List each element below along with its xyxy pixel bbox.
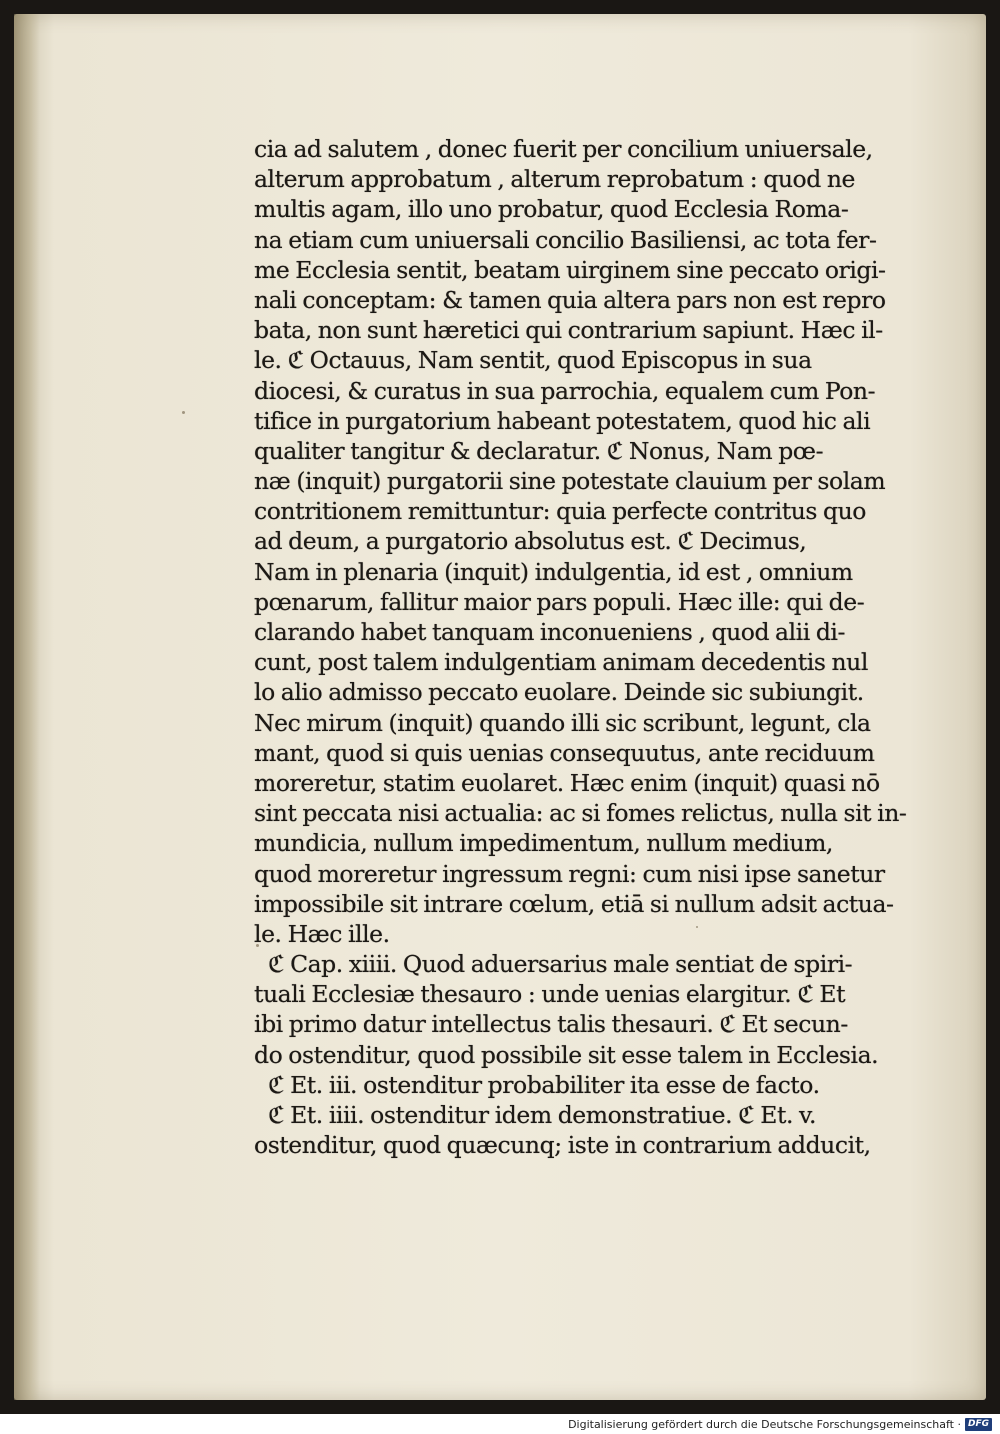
text-line: impossibile sit intrare cœlum, etiā si nullum adsit actua- [254,889,894,918]
chapter-heading-line: ℭ Cap. xiiii. Quod aduersarius male sentiat de spiri- [268,950,853,979]
text-line: mant, quod si quis uenias consequutus, ante reciduum [254,738,875,767]
text-line: Nam in plenaria (inquit) indulgentia, id est , omnium [254,557,853,586]
text-line: do ostenditur, quod possibile sit esse talem in Ecclesia. [254,1040,879,1069]
text-line: ibi primo datur intellectus talis thesauri. ℭ Et secun- [254,1010,848,1039]
text-line: mundicia, nullum impedimentum, nullum medium, [254,829,833,858]
dfg-logo: DFG [965,1418,992,1431]
text-line: quod moreretur ingressum regni: cum nisi ipse sanetur [254,859,885,888]
text-line: næ (inquit) purgatorii sine potestate clauium per solam [254,467,886,496]
text-line: tifice in purgatorium habeant potestatem, quod hic ali [254,406,871,435]
text-line: moreretur, statim euolaret. Hæc enim (inquit) quasi nō [254,768,880,797]
page-gutter-shadow [14,14,40,1400]
text-line: ostenditur, quod quæcunq; iste in contrarium adducit, [254,1131,871,1160]
text-line: clarando habet tanquam inconueniens , quod alii di- [254,618,845,646]
ink-spot [182,411,185,414]
text-line: multis agam, illo uno probatur, quod Ecclesia Roma- [254,195,849,224]
text-line: le. Hæc ille. [254,919,390,948]
text-line: ad deum, a purgatorio absolutus est. ℭ Decimus, [254,527,807,556]
text-line: alterum approbatum , alterum reprobatum : quod ne [254,165,855,194]
text-line: diocesi, & curatus in sua parrochia, equalem cum Pon- [254,376,876,405]
text-line: na etiam cum uniuersali concilio Basiliensi, ac tota fer- [254,225,877,254]
text-line: ℭ Et. iiii. ostenditur idem demonstratiue. ℭ Et. v. [268,1101,817,1129]
text-line: tuali Ecclesiæ thesauro : unde uenias elargitur. ℭ Et [254,980,846,1009]
text-line: cia ad salutem , donec fuerit per concilium uniuersale, [254,135,873,163]
text-line: me Ecclesia sentit, beatam uirginem sine peccato origi- [254,255,886,284]
text-line: contritionem remittuntur: quia perfecte contritus quo [254,497,867,526]
page-text [254,134,907,1160]
text-line: le. ℭ Octauus, Nam sentit, quod Episcopus in sua [254,346,812,375]
text-line: cunt, post talem indulgentiam animam decedentis nul [254,648,868,677]
text-line: bata, non sunt hæretici qui contrarium sapiunt. Hæc il- [254,316,883,345]
text-line: Nec mirum (inquit) quando illi sic scribunt, legunt, cla [254,708,871,737]
text-line: nali conceptam: & tamen quia altera pars non est repro [254,285,886,314]
text-line: qualiter tangitur & declaratur. ℭ Nonus, Nam pœ- [254,436,824,465]
book-page [14,14,986,1400]
text-line: pœnarum, fallitur maior pars populi. Hæc ille: qui de- [254,587,865,616]
text-line: sint peccata nisi actualia: ac si fomes relictus, nulla sit in- [254,799,907,828]
text-line: ℭ Et. iii. ostenditur probabiliter ita esse de facto. [268,1070,820,1099]
digitization-credit [568,1416,992,1432]
credit-text: Digitalisierung gefördert durch die Deutsche Forschungsgemeinschaft · [568,1417,961,1431]
text-line: lo alio admisso peccato euolare. Deinde sic subiungit. [254,678,864,707]
